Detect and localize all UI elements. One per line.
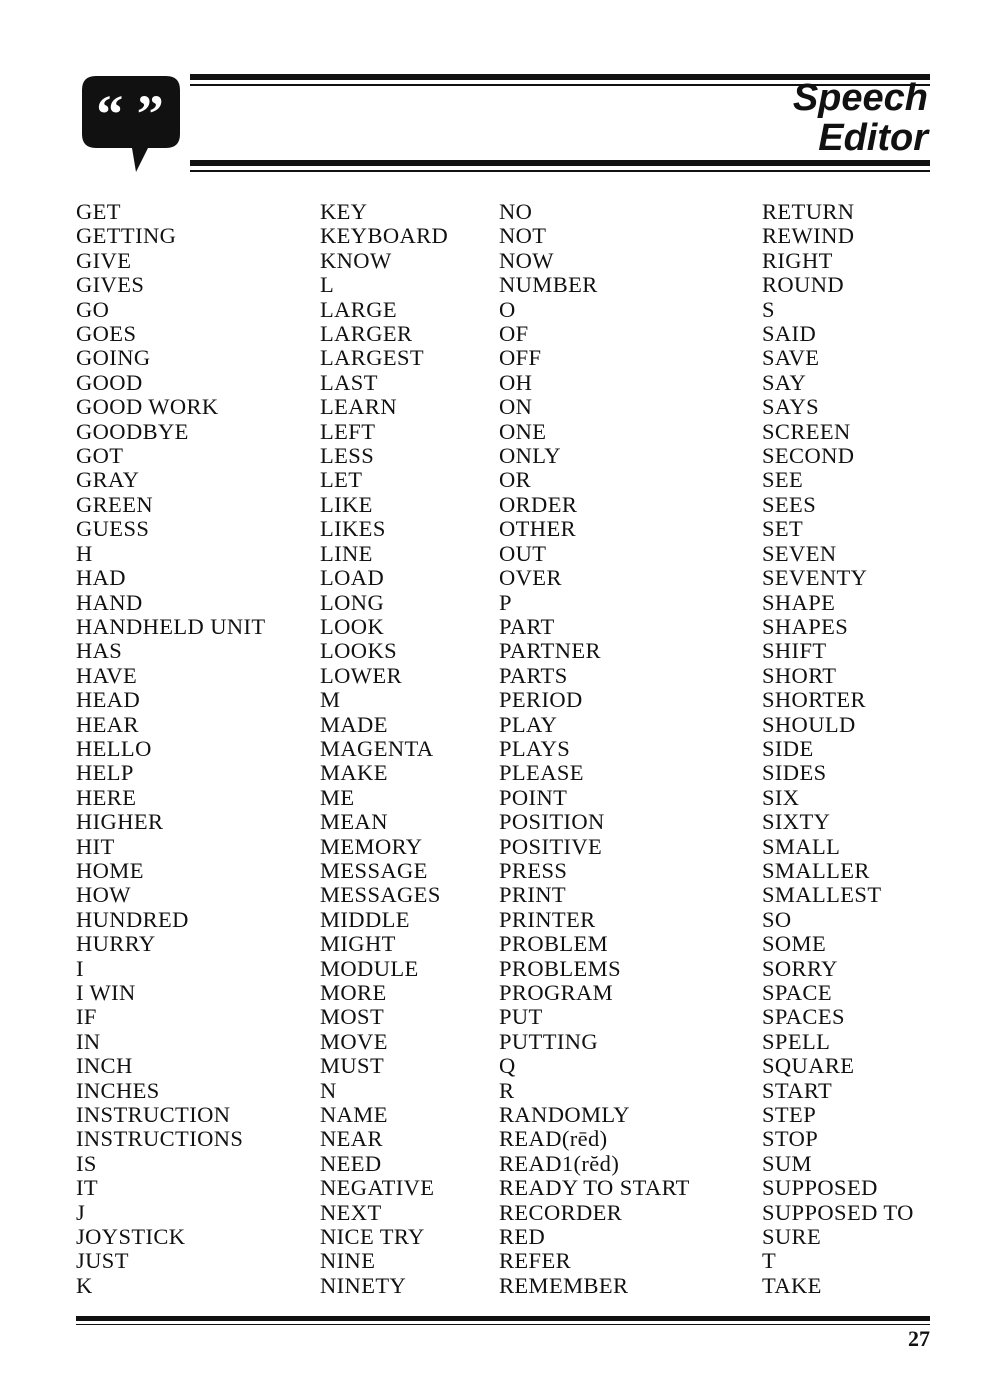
word-entry: PARTS bbox=[499, 662, 568, 688]
word-entry: JUST bbox=[76, 1248, 129, 1274]
word-entry: MAKE bbox=[320, 760, 388, 786]
word-entry: TAKE bbox=[762, 1272, 822, 1298]
word-entry: MOVE bbox=[320, 1028, 388, 1054]
word-entry: GRAY bbox=[76, 467, 140, 493]
word-entry: POSITIVE bbox=[499, 833, 603, 859]
word-column-1 bbox=[76, 200, 266, 1298]
word-entry: GOES bbox=[76, 321, 137, 347]
word-entry: GET bbox=[76, 199, 121, 224]
word-entry: LONG bbox=[320, 589, 385, 615]
word-entry: NEXT bbox=[320, 1199, 382, 1225]
word-entry: SIDES bbox=[762, 760, 827, 786]
word-entry: SIXTY bbox=[762, 809, 831, 835]
word-entry: GIVES bbox=[76, 272, 145, 298]
word-entry: PUTTING bbox=[499, 1028, 599, 1054]
word-entry: LESS bbox=[320, 443, 375, 469]
word-entry: SEE bbox=[762, 467, 804, 493]
word-entry: HOW bbox=[76, 882, 131, 908]
header-bottom-rule bbox=[190, 160, 930, 166]
word-entry: ONE bbox=[499, 418, 547, 444]
word-entry: PLAY bbox=[499, 711, 558, 737]
word-entry: RANDOMLY bbox=[499, 1102, 630, 1128]
word-entry: READ1(rĕd) bbox=[499, 1150, 620, 1176]
word-entry: PERIOD bbox=[499, 687, 583, 713]
word-entry: READ(rēd) bbox=[499, 1126, 608, 1152]
word-entry: GO bbox=[76, 296, 110, 322]
word-entry: HIGHER bbox=[76, 809, 164, 835]
page-title bbox=[793, 78, 928, 158]
word-entry: SAY bbox=[762, 369, 807, 395]
word-entry: R bbox=[499, 1077, 515, 1103]
logo-quote-marks: “ ” bbox=[96, 84, 164, 144]
word-entry: MESSAGES bbox=[320, 882, 441, 908]
word-column-2 bbox=[320, 200, 448, 1298]
word-entry: SEVENTY bbox=[762, 565, 868, 591]
word-entry: OUT bbox=[499, 540, 547, 566]
word-entry: PROBLEM bbox=[499, 931, 609, 957]
word-entry: GOT bbox=[76, 443, 124, 469]
word-entry: SUM bbox=[762, 1150, 812, 1176]
word-entry: OTHER bbox=[499, 516, 576, 542]
word-entry: SAYS bbox=[762, 394, 820, 420]
word-entry: SHAPE bbox=[762, 589, 836, 615]
word-entry: HELLO bbox=[76, 735, 152, 761]
word-entry: SEVEN bbox=[762, 540, 837, 566]
word-entry: H bbox=[76, 540, 93, 566]
word-entry: POINT bbox=[499, 784, 568, 810]
word-entry: SO bbox=[762, 906, 792, 932]
word-entry: SCREEN bbox=[762, 418, 851, 444]
word-entry: INCHES bbox=[76, 1077, 160, 1103]
word-entry: NEAR bbox=[320, 1126, 383, 1152]
word-entry: PLAYS bbox=[499, 735, 571, 761]
word-entry: OFF bbox=[499, 345, 542, 371]
word-entry: LINE bbox=[320, 540, 373, 566]
word-entry: SPELL bbox=[762, 1028, 831, 1054]
word-entry: GOOD WORK bbox=[76, 394, 219, 420]
word-entry: SOME bbox=[762, 931, 827, 957]
word-entry: NICE TRY bbox=[320, 1224, 425, 1250]
word-entry: OF bbox=[499, 321, 529, 347]
word-entry: MIGHT bbox=[320, 931, 396, 957]
word-entry: GOODBYE bbox=[76, 418, 189, 444]
title-line-editor: Editor bbox=[818, 117, 928, 159]
word-entry: MEMORY bbox=[320, 833, 423, 859]
word-entry: SMALL bbox=[762, 833, 841, 859]
word-entry: HUNDRED bbox=[76, 906, 189, 932]
word-entry: IT bbox=[76, 1175, 99, 1201]
word-entry: I WIN bbox=[76, 980, 136, 1005]
word-entry: MOST bbox=[320, 1004, 385, 1030]
word-entry: GETTING bbox=[76, 223, 177, 249]
word-entry: MESSAGE bbox=[320, 857, 428, 883]
word-entry: SEES bbox=[762, 491, 817, 517]
word-entry: S bbox=[762, 296, 775, 322]
word-entry: RETURN bbox=[762, 199, 855, 224]
word-entry: HEAR bbox=[76, 711, 139, 737]
word-entry: KEY bbox=[320, 199, 368, 224]
word-entry: ME bbox=[320, 784, 355, 810]
word-entry: GOING bbox=[76, 345, 151, 371]
word-entry: LET bbox=[320, 467, 363, 493]
word-entry: PRINT bbox=[499, 882, 567, 908]
word-entry: STOP bbox=[762, 1126, 819, 1152]
word-entry: MEAN bbox=[320, 809, 388, 835]
word-entry: NINE bbox=[320, 1248, 376, 1274]
word-entry: SET bbox=[762, 516, 804, 542]
word-entry: RIGHT bbox=[762, 247, 833, 273]
word-entry: ORDER bbox=[499, 491, 578, 517]
word-entry: PART bbox=[499, 613, 555, 639]
word-entry: SUPPOSED bbox=[762, 1175, 878, 1201]
word-entry: I bbox=[76, 955, 84, 981]
word-entry: LOAD bbox=[320, 565, 385, 591]
header-bottom-thin-rule bbox=[190, 170, 930, 172]
word-entry: GUESS bbox=[76, 516, 150, 542]
word-entry: GOOD bbox=[76, 369, 143, 395]
word-entry: SPACES bbox=[762, 1004, 845, 1030]
word-entry: LIKE bbox=[320, 491, 373, 517]
word-column-3 bbox=[499, 200, 690, 1298]
word-entry: LAST bbox=[320, 369, 378, 395]
word-entry: NAME bbox=[320, 1102, 388, 1128]
word-entry: LEARN bbox=[320, 394, 397, 420]
title-line-speech: Speech bbox=[792, 77, 928, 119]
word-entry: MAGENTA bbox=[320, 735, 434, 761]
word-entry: T bbox=[762, 1248, 777, 1274]
word-entry: HAD bbox=[76, 565, 126, 591]
word-entry: NOT bbox=[499, 223, 547, 249]
word-entry: O bbox=[499, 296, 516, 322]
word-entry: JOYSTICK bbox=[76, 1224, 186, 1250]
page-number: 27 bbox=[908, 1326, 930, 1351]
word-entry: INSTRUCTIONS bbox=[76, 1126, 244, 1152]
word-entry: LARGER bbox=[320, 321, 413, 347]
word-entry: HIT bbox=[76, 833, 115, 859]
word-entry: SHIFT bbox=[762, 638, 827, 664]
word-entry: RED bbox=[499, 1224, 546, 1250]
word-entry: K bbox=[76, 1272, 93, 1298]
word-entry: KNOW bbox=[320, 247, 392, 273]
word-entry: LOOKS bbox=[320, 638, 398, 664]
word-entry: PRINTER bbox=[499, 906, 596, 932]
word-entry: READY TO START bbox=[499, 1175, 690, 1201]
word-entry: NINETY bbox=[320, 1272, 407, 1298]
word-entry: HURRY bbox=[76, 931, 156, 957]
word-entry: HOME bbox=[76, 857, 144, 883]
word-entry: NO bbox=[499, 199, 533, 224]
word-entry: ROUND bbox=[762, 272, 845, 298]
word-entry: PUT bbox=[499, 1004, 543, 1030]
word-entry: NEGATIVE bbox=[320, 1175, 435, 1201]
word-entry: HELP bbox=[76, 760, 134, 786]
word-entry: P bbox=[499, 589, 512, 615]
word-entry: REMEMBER bbox=[499, 1272, 629, 1298]
word-entry: SURE bbox=[762, 1224, 822, 1250]
word-entry: LARGEST bbox=[320, 345, 425, 371]
word-entry: M bbox=[320, 687, 341, 713]
word-entry: SUPPOSED TO bbox=[762, 1199, 914, 1225]
word-entry: OVER bbox=[499, 565, 562, 591]
footer-rule bbox=[76, 1316, 930, 1321]
word-entry: SIDE bbox=[762, 735, 814, 761]
word-entry: SHORT bbox=[762, 662, 837, 688]
word-entry: NEED bbox=[320, 1150, 382, 1176]
quotation-speech-bubble-icon bbox=[74, 72, 186, 176]
word-entry: MORE bbox=[320, 980, 387, 1005]
word-entry: STEP bbox=[762, 1102, 817, 1128]
word-entry: IS bbox=[76, 1150, 97, 1176]
word-entry: GIVE bbox=[76, 247, 132, 273]
word-entry: NUMBER bbox=[499, 272, 598, 298]
word-entry: IN bbox=[76, 1028, 101, 1054]
word-entry: LEFT bbox=[320, 418, 376, 444]
word-entry: SHAPES bbox=[762, 613, 849, 639]
word-entry: POSITION bbox=[499, 809, 605, 835]
word-entry: N bbox=[320, 1077, 337, 1103]
word-entry: SIX bbox=[762, 784, 800, 810]
word-entry: L bbox=[320, 272, 335, 298]
word-entry: PLEASE bbox=[499, 760, 584, 786]
footer-thin-rule bbox=[76, 1324, 930, 1325]
word-entry: PROGRAM bbox=[499, 980, 614, 1005]
word-entry: REFER bbox=[499, 1248, 572, 1274]
word-entry: SMALLER bbox=[762, 857, 870, 883]
word-entry: RECORDER bbox=[499, 1199, 623, 1225]
word-entry: HAVE bbox=[76, 662, 138, 688]
word-entry: MUST bbox=[320, 1053, 385, 1079]
word-entry: HAS bbox=[76, 638, 123, 664]
word-entry: ONLY bbox=[499, 443, 561, 469]
word-entry: SAVE bbox=[762, 345, 820, 371]
word-entry: LOOK bbox=[320, 613, 385, 639]
word-entry: PRESS bbox=[499, 857, 568, 883]
word-entry: NOW bbox=[499, 247, 554, 273]
word-column-4 bbox=[762, 200, 914, 1298]
word-entry: INCH bbox=[76, 1053, 133, 1079]
word-entry: LIKES bbox=[320, 516, 386, 542]
word-entry: SORRY bbox=[762, 955, 838, 981]
word-entry: REWIND bbox=[762, 223, 855, 249]
word-entry: LOWER bbox=[320, 662, 402, 688]
word-entry: INSTRUCTION bbox=[76, 1102, 231, 1128]
word-entry: OH bbox=[499, 369, 533, 395]
word-entry: LARGE bbox=[320, 296, 397, 322]
word-entry: SAID bbox=[762, 321, 817, 347]
word-entry: HEAD bbox=[76, 687, 141, 713]
word-entry: J bbox=[76, 1199, 86, 1225]
word-entry: MIDDLE bbox=[320, 906, 410, 932]
word-entry: SQUARE bbox=[762, 1053, 855, 1079]
word-entry: SHOULD bbox=[762, 711, 856, 737]
word-entry: MADE bbox=[320, 711, 388, 737]
word-entry: Q bbox=[499, 1053, 516, 1079]
word-entry: PARTNER bbox=[499, 638, 601, 664]
word-entry: ON bbox=[499, 394, 533, 420]
word-entry: SMALLEST bbox=[762, 882, 882, 908]
word-entry: SHORTER bbox=[762, 687, 866, 713]
word-entry: PROBLEMS bbox=[499, 955, 621, 981]
word-entry: SECOND bbox=[762, 443, 855, 469]
word-entry: HAND bbox=[76, 589, 143, 615]
word-entry: KEYBOARD bbox=[320, 223, 449, 249]
word-entry: HANDHELD UNIT bbox=[76, 613, 266, 639]
word-entry: OR bbox=[499, 467, 532, 493]
word-entry: SPACE bbox=[762, 980, 832, 1005]
word-entry: MODULE bbox=[320, 955, 419, 981]
word-entry: GREEN bbox=[76, 491, 153, 517]
word-entry: IF bbox=[76, 1004, 97, 1030]
word-entry: HERE bbox=[76, 784, 137, 810]
word-entry: START bbox=[762, 1077, 833, 1103]
